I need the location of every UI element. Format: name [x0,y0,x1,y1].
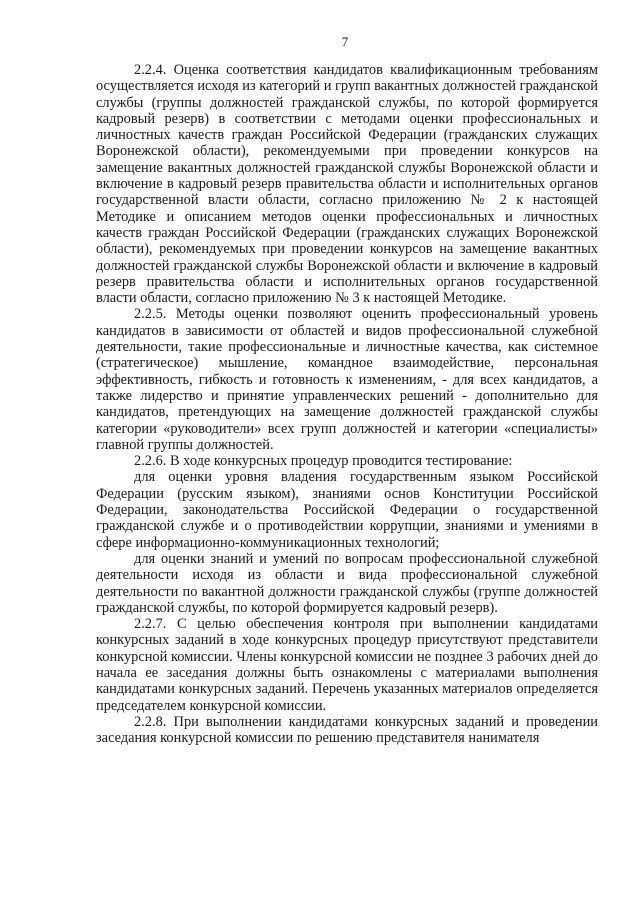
paragraph-2-2-7: 2.2.7. С целью обеспечения контроля при выполнении кандидатами конкурсных заданий в ходе конкурсных процедур присутствуют представители конкурсной комиссии. Члены конкурсной комиссии не позднее 3 рабочих дней до начала ее заседания должны быть ознакомлены с материалами выполнения кандидатами конкурсных заданий. Перечень указанных материалов определяется председателем конкурсной комиссии. [96,616,598,714]
document-body [96,62,598,746]
paragraph-2-2-5: 2.2.5. Методы оценки позволяют оценить профессиональный уровень кандидатов в зависимости от областей и видов профессиональной служебной деятельности, такие профессиональные и личностные качества, как системное (стратегическое) мышление, командное взаимодействие, персональная эффективность, гибкость и готовность к изменениям, - для всех кандидатов, а также лидерство и принятие управленческих решений - дополнительно для кандидатов, претендующих на замещение должностей гражданской службы категории «руководители» всех групп должностей и категории «специалисты» главной группы должностей. [96,306,598,453]
paragraph-testing-item-2: для оценки знаний и умений по вопросам профессиональной служебной деятельности исходя из области и вида профессиональной служебной деятельности по вакантной должности гражданской службы (группе должностей гражданской службы, по которой формируется кадровый резерв). [96,550,598,616]
page-number: 7 [341,34,349,49]
paragraph-testing-item-1: для оценки уровня владения государственным языком Российской Федерации (русским языком), знаниями основ Конституции Российской Федерации, законодательства Российской Федерации о государственной гражданской службе и о противодействии коррупции, знаниями и умениями в сфере информационно-коммуникационных технологий; [96,469,598,551]
paragraph-2-2-6: 2.2.6. В ходе конкурсных процедур проводится тестирование: [134,453,513,470]
paragraph-2-2-4: 2.2.4. Оценка соответствия кандидатов квалификационным требованиям осуществляется исходя из категорий и групп вакантных должностей гражданской службы (группы должностей гражданской службы, по которой формируется кадровый резерв) в соответствии с методами оценки профессиональных и личностных качеств граждан Российской Федерации (гражданских служащих Воронежской области), рекомендуемыми при проведении конкурсов на замещение вакантных должностей гражданской службы Воронежской области и включение в кадровый резерв правительства области и исполнительных органов государственной власти области, согласно приложению № 2 к настоящей Методике и описанием методов оценки профессиональных и личностных качеств граждан Российской Федерации (гражданских служащих Воронежской области), рекомендуемых при проведении конкурсов на замещение вакантных должностей гражданской службы Воронежской области и включение в кадровый резерв правительства области и исполнительных органов государственной власти области, согласно приложению № 3 к настоящей Методике. [96,62,598,307]
paragraph-2-2-8: 2.2.8. При выполнении кандидатами конкурсных заданий и проведении заседания конкурсной комиссии по решению представителя нанимателя [96,713,598,747]
